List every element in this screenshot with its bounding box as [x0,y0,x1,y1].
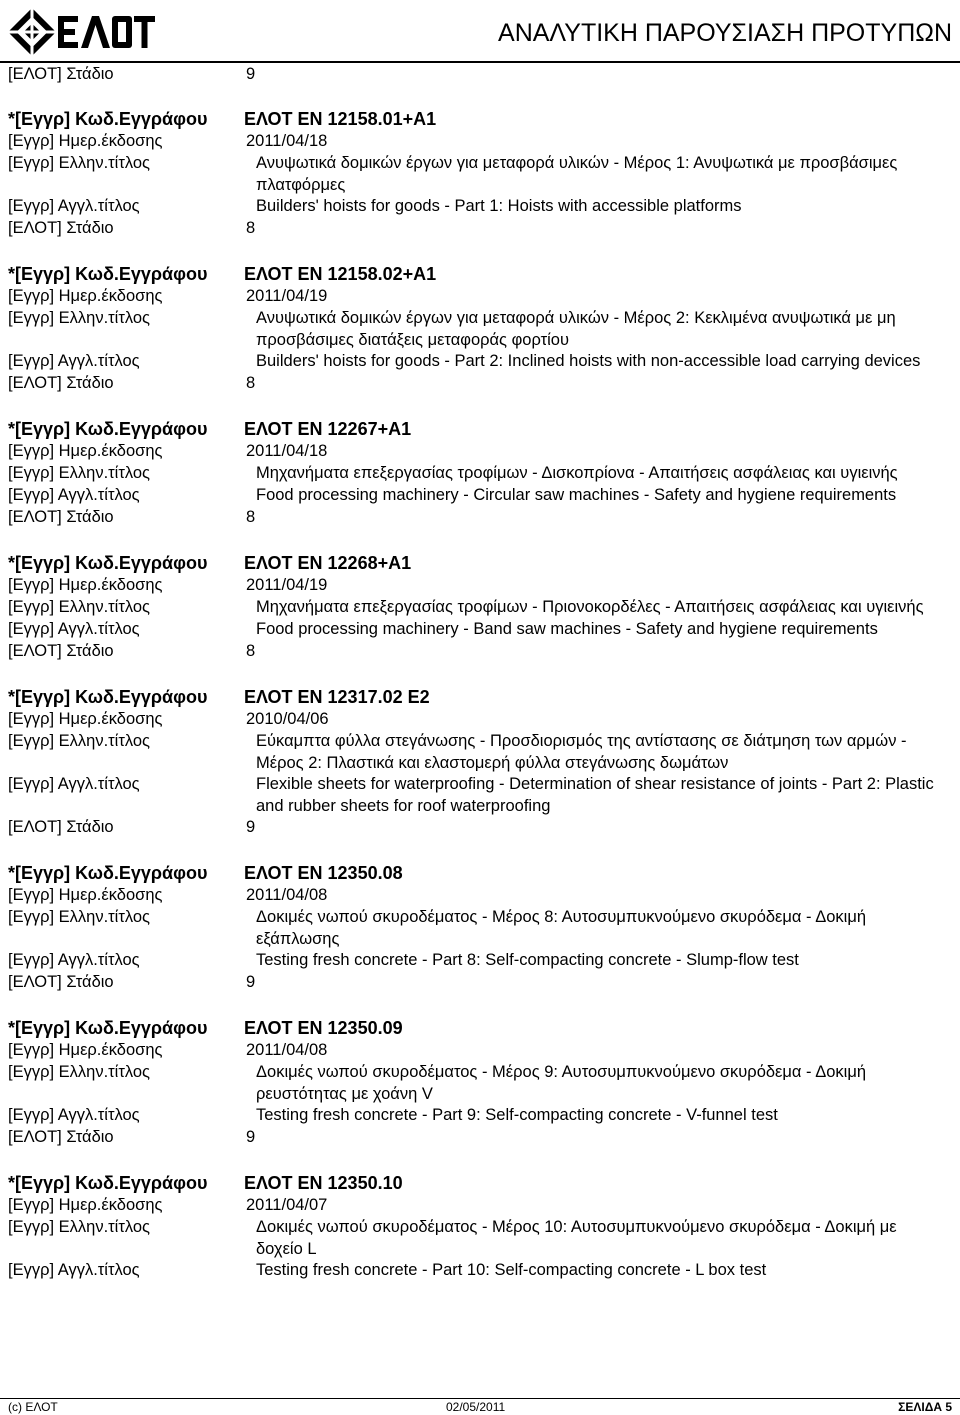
standard-record [0,418,960,529]
issue-date-row [0,885,960,907]
document-code-value: ΕΛΟΤ ΕΝ 12350.10 [244,1173,403,1193]
stage-row [0,373,960,395]
greek-title-value: Ανυψωτικά δομικών έργων για μεταφορά υλικών - Μέρος 2: Κεκλιμένα ανυψωτικά με μη προσβάσιμες διατάξεις μεταφοράς φορτίου [256,309,896,349]
stage-label: [ΕΛΟΤ] Στάδιο [8,219,114,237]
record-spacer [0,663,960,686]
document-code-value: ΕΛΟΤ ΕΝ 12317.02 E2 [244,687,430,707]
stage-label: [ΕΛΟΤ] Στάδιο [8,65,114,83]
issue-date-label: [Εγγρ] Ημερ.έκδοσης [8,132,163,150]
issue-date-value: 2011/04/18 [246,442,328,460]
issue-date-value: 2011/04/07 [246,1196,328,1214]
record-spacer [0,994,960,1017]
english-title-label: [Εγγρ] Αγγλ.τίτλος [8,620,140,638]
document-code-label: *[Εγγρ] Κωδ.Εγγράφου [8,553,208,573]
greek-title-row [0,153,960,196]
greek-title-row [0,463,960,485]
issue-date-row [0,441,960,463]
english-title-value: Flexible sheets for waterproofing - Determination of shear resistance of joints - Part 2: Plastic and rubber sheets for roof waterproofing [256,775,934,815]
english-title-row [0,1260,960,1282]
issue-date-row [0,1195,960,1217]
records-container [0,108,960,1282]
stage-row [0,641,960,663]
stage-value: 8 [246,508,256,526]
greek-title-row [0,597,960,619]
document-code-label: *[Εγγρ] Κωδ.Εγγράφου [8,419,208,439]
greek-title-label: [Εγγρ] Ελλην.τίτλος [8,1218,150,1236]
english-title-value: Food processing machinery - Band saw machines - Safety and hygiene requirements [256,620,878,638]
document-code-row [0,862,960,885]
stage-label: [ΕΛΟΤ] Στάδιο [8,642,114,660]
greek-title-row [0,907,960,950]
english-title-label: [Εγγρ] Αγγλ.τίτλος [8,775,140,793]
standard-record [0,552,960,663]
english-title-row [0,619,960,641]
greek-title-label: [Εγγρ] Ελλην.τίτλος [8,309,150,327]
english-title-value: Food processing machinery - Circular saw machines - Safety and hygiene requirements [256,486,897,504]
document-code-label: *[Εγγρ] Κωδ.Εγγράφου [8,1173,208,1193]
document-code-row [0,418,960,441]
english-title-row [0,485,960,507]
record-spacer [0,839,960,862]
document-code-row [0,1172,960,1195]
document-code-value: ΕΛΟΤ ΕΝ 12267+A1 [244,419,412,439]
stage-label: [ΕΛΟΤ] Στάδιο [8,973,114,991]
greek-title-label: [Εγγρ] Ελλην.τίτλος [8,464,150,482]
greek-title-row [0,308,960,351]
stage-value: 8 [246,374,256,392]
greek-title-row [0,731,960,774]
standard-record [0,263,960,395]
issue-date-label: [Εγγρ] Ημερ.έκδοσης [8,576,163,594]
document-code-value: ΕΛΟΤ ΕΝ 12268+A1 [244,553,412,573]
stage-label: [ΕΛΟΤ] Στάδιο [8,374,114,392]
document-code-label: *[Εγγρ] Κωδ.Εγγράφου [8,109,208,129]
footer-page-number: ΣΕΛΙΔΑ 5 [898,1400,952,1414]
standard-record [0,862,960,994]
issue-date-row [0,575,960,597]
issue-date-value: 2011/04/19 [246,576,328,594]
issue-date-label: [Εγγρ] Ημερ.έκδοσης [8,442,163,460]
issue-date-value: 2010/04/06 [246,710,329,728]
issue-date-label: [Εγγρ] Ημερ.έκδοσης [8,886,163,904]
standards-list [0,64,960,1282]
document-code-row [0,552,960,575]
issue-date-label: [Εγγρ] Ημερ.έκδοσης [8,1196,163,1214]
english-title-label: [Εγγρ] Αγγλ.τίτλος [8,1261,140,1279]
english-title-label: [Εγγρ] Αγγλ.τίτλος [8,197,140,215]
issue-date-row [0,286,960,308]
greek-title-value: Δοκιμές νωπού σκυροδέματος - Μέρος 9: Αυτοσυμπυκνούμενο σκυρόδεμα - Δοκιμή ρευστότητας με χοάνη V [256,1063,867,1103]
stage-value: 9 [246,973,256,991]
issue-date-label: [Εγγρ] Ημερ.έκδοσης [8,1041,163,1059]
stage-row [0,817,960,839]
issue-date-value: 2011/04/18 [246,132,328,150]
stage-row [0,218,960,240]
greek-title-value: Μηχανήματα επεξεργασίας τροφίμων - Δισκοπρίονα - Απαιτήσεις ασφάλειας και υγιεινής [256,464,898,482]
document-code-label: *[Εγγρ] Κωδ.Εγγράφου [8,863,208,883]
standard-record [0,1172,960,1282]
page-header [0,0,960,62]
greek-title-row [0,1062,960,1105]
stage-value: 8 [246,642,256,660]
greek-title-value: Δοκιμές νωπού σκυροδέματος - Μέρος 8: Αυτοσυμπυκνούμενο σκυρόδεμα - Δοκιμή εξάπλωσης [256,908,867,948]
issue-date-value: 2011/04/19 [246,287,328,305]
record-spacer [0,395,960,418]
english-title-row [0,950,960,972]
document-code-value: ΕΛΟΤ ΕΝ 12350.08 [244,863,403,883]
english-title-value: Testing fresh concrete - Part 9: Self-compacting concrete - V-funnel test [256,1106,778,1124]
record-spacer [0,240,960,263]
english-title-row [0,196,960,218]
issue-date-row [0,1040,960,1062]
document-code-row [0,686,960,709]
standard-record [0,1017,960,1149]
document-code-label: *[Εγγρ] Κωδ.Εγγράφου [8,1018,208,1038]
document-code-row [0,263,960,286]
stage-label: [ΕΛΟΤ] Στάδιο [8,1128,114,1146]
footer-date: 02/05/2011 [446,1400,506,1414]
greek-title-label: [Εγγρ] Ελλην.τίτλος [8,154,150,172]
spacer [0,86,960,108]
document-code-label: *[Εγγρ] Κωδ.Εγγράφου [8,264,208,284]
record-spacer [0,529,960,552]
english-title-value: Builders' hoists for goods - Part 2: Inclined hoists with non-accessible load carrying devices [256,352,921,370]
stage-value: 9 [246,65,256,83]
english-title-value: Testing fresh concrete - Part 10: Self-compacting concrete - L box test [256,1261,767,1279]
document-code-value: ΕΛΟΤ ΕΝ 12158.01+A1 [244,109,437,129]
stage-value: 9 [246,818,256,836]
stage-value: 8 [246,219,256,237]
document-code-row [0,1017,960,1040]
english-title-row [0,351,960,373]
header-divider [0,61,960,63]
greek-title-label: [Εγγρ] Ελλην.τίτλος [8,1063,150,1081]
document-code-value: ΕΛΟΤ ΕΝ 12158.02+A1 [244,264,437,284]
greek-title-value: Μηχανήματα επεξεργασίας τροφίμων - Πριονοκορδέλες - Απαιτήσεις ασφάλειας και υγιεινής [256,598,924,616]
issue-date-label: [Εγγρ] Ημερ.έκδοσης [8,710,163,728]
greek-title-label: [Εγγρ] Ελλην.τίτλος [8,598,150,616]
footer-copyright: (c) ΕΛΟΤ [8,1400,58,1414]
page-title: ΑΝΑΛΥΤΙΚΗ ΠΑΡΟΥΣΙΑΣΗ ΠΡΟΤΥΠΩΝ [498,19,952,47]
stage-label: [ΕΛΟΤ] Στάδιο [8,508,114,526]
english-title-row [0,1105,960,1127]
standard-record [0,108,960,240]
page-footer [0,1398,960,1415]
greek-title-row [0,1217,960,1260]
english-title-label: [Εγγρ] Αγγλ.τίτλος [8,352,140,370]
stage-row [0,507,960,529]
issue-date-row [0,131,960,153]
record-spacer [0,1149,960,1172]
english-title-label: [Εγγρ] Αγγλ.τίτλος [8,951,140,969]
issue-date-value: 2011/04/08 [246,886,328,904]
document-code-label: *[Εγγρ] Κωδ.Εγγράφου [8,687,208,707]
document-code-row [0,108,960,131]
english-title-value: Builders' hoists for goods - Part 1: Hoists with accessible platforms [256,197,742,215]
greek-title-value: Ανυψωτικά δομικών έργων για μεταφορά υλικών - Μέρος 1: Ανυψωτικά με προσβάσιμες πλατφόρμες [256,154,898,194]
elot-logo [8,8,156,56]
issue-date-value: 2011/04/08 [246,1041,328,1059]
greek-title-label: [Εγγρ] Ελλην.τίτλος [8,908,150,926]
greek-title-value: Εύκαμπτα φύλλα στεγάνωσης - Προσδιορισμός της αντίστασης σε διάτμηση των αρμών - Μέρος 2: Πλαστικά και ελαστομερή φύλλα στεγάνωσης δωμάτων [256,732,907,772]
issue-date-row [0,709,960,731]
english-title-label: [Εγγρ] Αγγλ.τίτλος [8,486,140,504]
stage-row [0,972,960,994]
stage-label: [ΕΛΟΤ] Στάδιο [8,818,114,836]
english-title-value: Testing fresh concrete - Part 8: Self-compacting concrete - Slump-flow test [256,951,799,969]
issue-date-label: [Εγγρ] Ημερ.έκδοσης [8,287,163,305]
greek-title-label: [Εγγρ] Ελλην.τίτλος [8,732,150,750]
stage-value: 9 [246,1128,256,1146]
lead-stage-row [0,64,960,86]
english-title-label: [Εγγρ] Αγγλ.τίτλος [8,1106,140,1124]
greek-title-value: Δοκιμές νωπού σκυροδέματος - Μέρος 10: Αυτοσυμπυκνούμενο σκυρόδεμα - Δοκιμή με δοχείο L [256,1218,897,1258]
stage-row [0,1127,960,1149]
english-title-row [0,774,960,817]
standard-record [0,686,960,839]
document-code-value: ΕΛΟΤ ΕΝ 12350.09 [244,1018,403,1038]
